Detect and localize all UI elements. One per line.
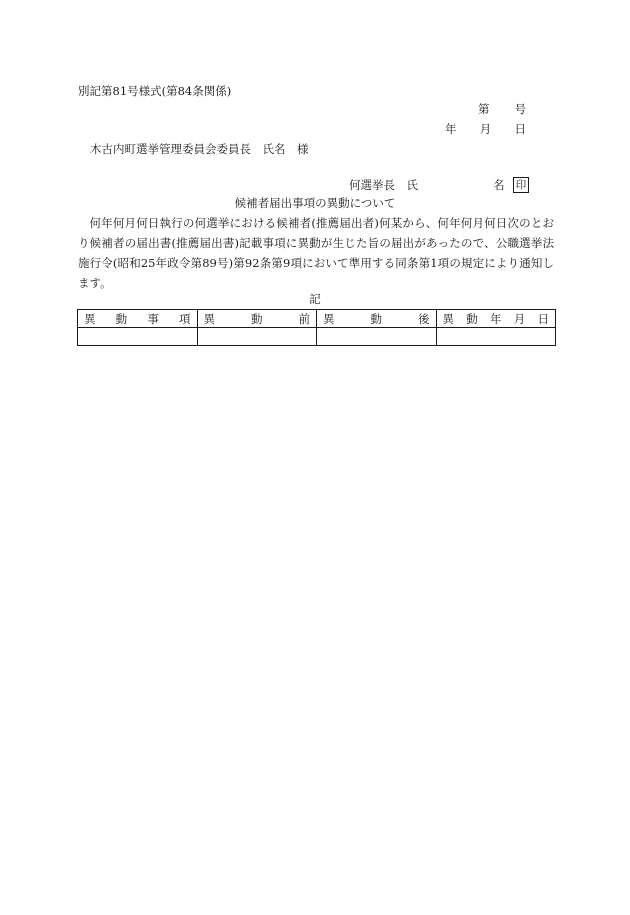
sender-name-char: 名 bbox=[493, 178, 505, 192]
table-cell bbox=[436, 328, 556, 346]
number-prefix: 第 bbox=[478, 102, 490, 116]
date-year: 年 bbox=[445, 122, 457, 136]
body-paragraph: 何年何月何日執行の何選挙における候補者(推薦届出者)何某から、何年何月何日次のとおり候補者の届出書(推薦届出書)記載事項に異動が生じた旨の届出があったので、公職選挙法施行令(昭和25年政令第89号)第92条第9項において準用する同条第1項の規定により通知します。 bbox=[78, 216, 554, 290]
table-cell bbox=[197, 328, 317, 346]
ki-heading: 記 bbox=[309, 292, 321, 306]
table-cell bbox=[78, 328, 198, 346]
document-title: 候補者届出事項の異動について bbox=[234, 196, 396, 210]
table-row bbox=[78, 328, 556, 346]
header-change-item: 異動事項 bbox=[78, 310, 198, 328]
header-after-change: 異動後 bbox=[317, 310, 437, 328]
form-number-label: 別記第81号様式(第84条関係) bbox=[78, 84, 232, 98]
seal-stamp: 印 bbox=[513, 177, 529, 193]
date-line bbox=[445, 124, 526, 136]
change-table bbox=[77, 309, 556, 346]
date-day: 日 bbox=[514, 122, 526, 136]
number-suffix: 号 bbox=[514, 102, 526, 116]
table-cell bbox=[317, 328, 437, 346]
header-change-date: 異動年月日 bbox=[436, 310, 556, 328]
header-before-change: 異動前 bbox=[197, 310, 317, 328]
addressee: 木古内町選挙管理委員会委員長 氏名 様 bbox=[90, 142, 309, 156]
date-month: 月 bbox=[479, 122, 492, 136]
sender-name: 何選挙長 氏 bbox=[349, 178, 418, 192]
document-number-line bbox=[478, 104, 526, 116]
table-header-row bbox=[78, 310, 556, 328]
